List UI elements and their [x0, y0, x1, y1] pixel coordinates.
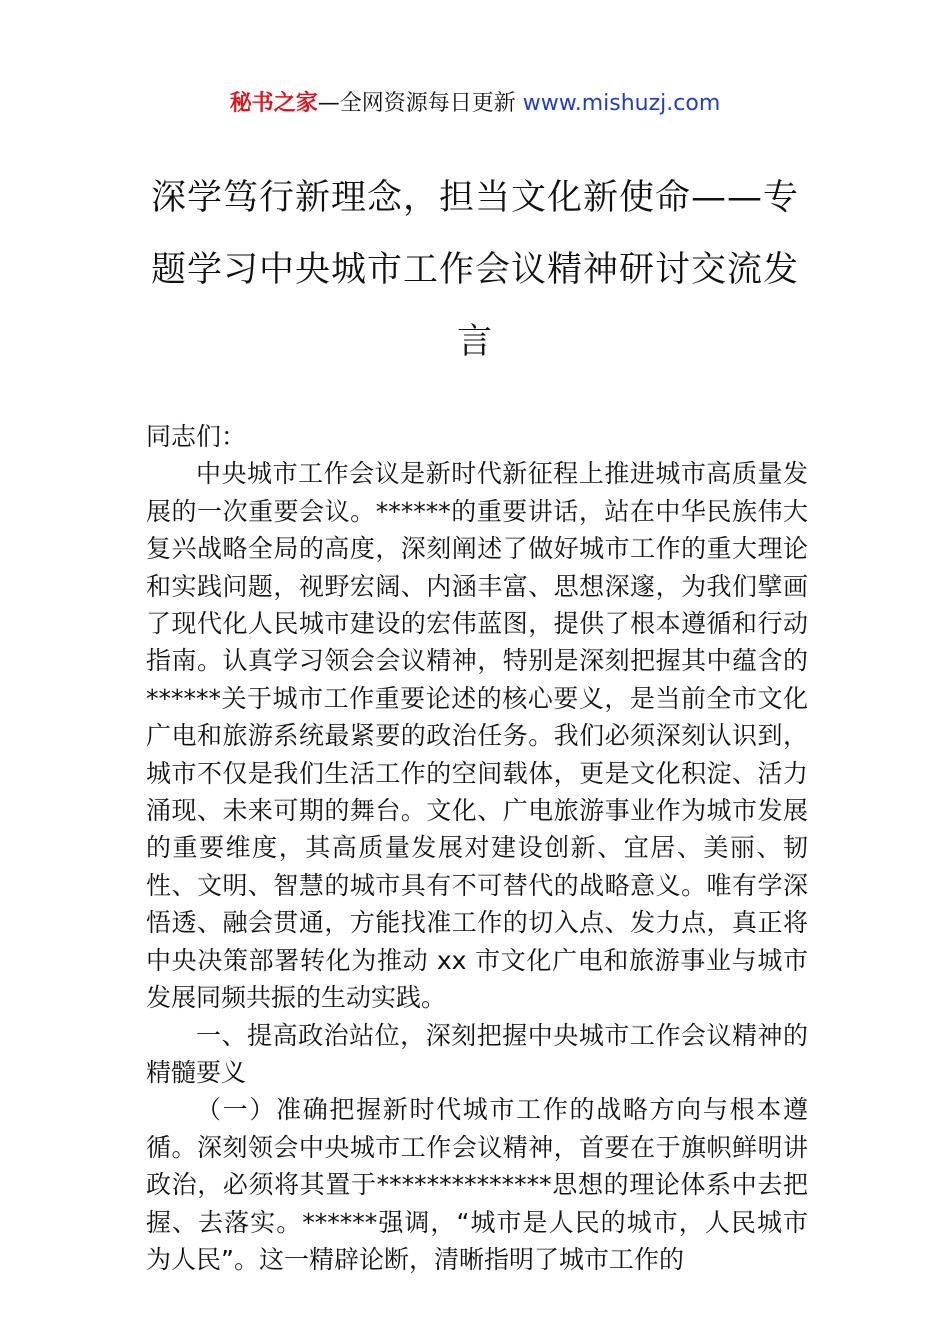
- site-url-link[interactable]: www.mishuzj.com: [522, 91, 721, 116]
- site-brand: 秘书之家: [229, 91, 318, 116]
- document-body: [146, 418, 808, 1278]
- salutation: 同志们：: [146, 422, 247, 451]
- paragraph-intro: 中央城市工作会议是新时代新征程上推进城市高质量发展的一次重要会议。******的重要讲话，站在中华民族伟大复兴战略全局的高度，深刻阐述了做好城市工作的重大理论和实践问题，视野宏阔、内涵丰富、思想深邃，为我们擘画了现代化人民城市建设的宏伟蓝图，提供了根本遵循和行动指南。认真学习领会会议精神，特别是深刻把握其中蕴含的******关于城市工作重要论述的核心要义，是当前全市文化广电和旅游系统最紧要的政治任务。我们必须深刻认识到，城市不仅是我们生活工作的空间载体，更是文化积淀、活力涌现、未来可期的舞台。文化、广电旅游事业作为城市发展的重要维度，其高质量发展对建设创新、宜居、美丽、韧性、文明、智慧的城市具有不可替代的战略意义。唯有学深悟透、融会贯通，方能找准工作的切入点、发力点，真正将中央决策部署转化为推动 xx 市文化广电和旅游事业与城市发展同频共振的生动实践。: [146, 459, 808, 1013]
- section-heading-1: 一、提高政治站位，深刻把握中央城市工作会议精神的精髓要义: [146, 1020, 808, 1087]
- paragraph-subsection-1: （一）准确把握新时代城市工作的战略方向与根本遵循。深刻领会中央城市工作会议精神，首要在于旗帜鲜明讲政治，必须将其置于**************思想的理论体系中去把握、去落实。******强调，“城市是人民的城市，人民城市为人民”。这一精辟论断，清晰指明了城市工作的: [146, 1095, 808, 1274]
- document-title: 深学笃行新理念，担当文化新使命——专题学习中央城市工作会议精神研讨交流发言: [150, 178, 799, 362]
- site-header: [0, 88, 950, 120]
- site-tagline: —全网资源每日更新: [317, 91, 523, 116]
